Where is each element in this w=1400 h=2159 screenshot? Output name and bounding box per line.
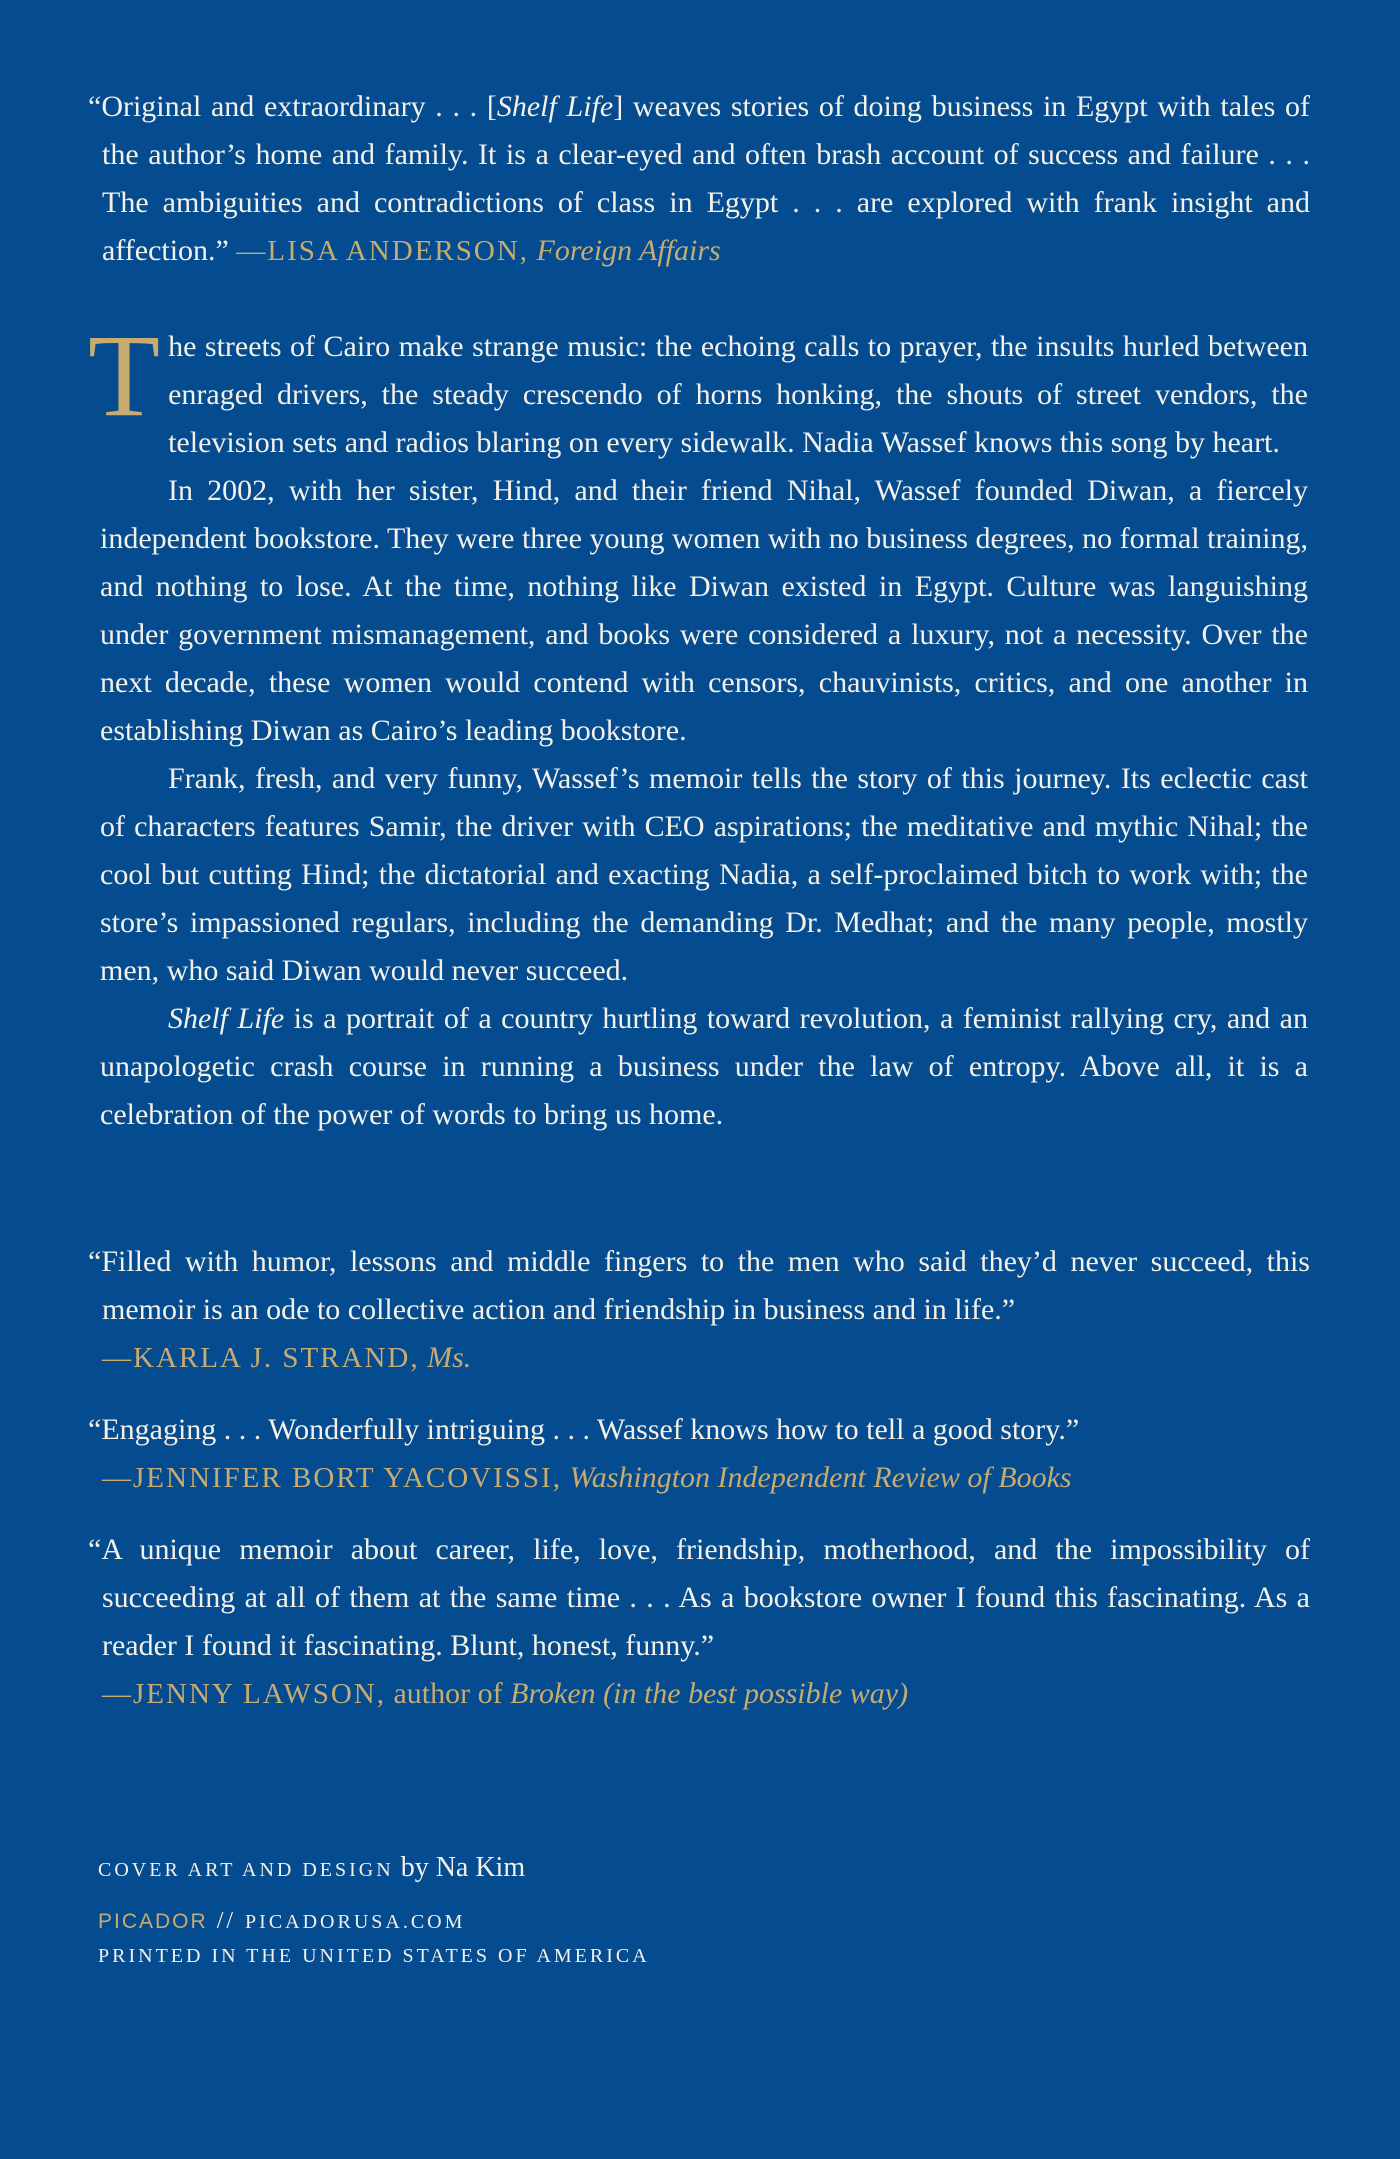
synopsis-paragraph-2: In 2002, with her sister, Hind, and their friend Nihal, Wassef founded Diwan, a fiercely independent bookstore. They were three young women with no business degrees, no formal training, and nothing to lose. At the time, nothing like Diwan existed in Egypt. Culture was languishing under government mismanagement, and books were considered a luxury, not a necessity. Over the next decade, these women would contend with censors, chauvinists, critics, and one another in establishing Diwan as Cairo’s leading bookstore. xyxy=(100,474,1308,747)
review-author: —KARLA J. STRAND, xyxy=(102,1342,420,1374)
printed-in-line: PRINTED IN THE UNITED STATES OF AMERICA xyxy=(98,1945,650,1967)
review-author: —LISA ANDERSON, xyxy=(236,235,530,267)
review-source: Washington Independent Review of Books xyxy=(569,1461,1072,1494)
synopsis-paragraph-1: The streets of Cairo make strange music: the echoing calls to prayer, the insults hurled between enraged drivers, the steady crescendo of horns honking, the shouts of street vendors, the television sets and radios blaring on every sidewalk. Nadia Wassef knows this song by heart. xyxy=(88,310,1308,459)
separator: // xyxy=(207,1908,246,1934)
book-synopsis xyxy=(88,310,1308,1139)
review-author: —JENNY LAWSON, xyxy=(102,1678,386,1710)
review-quote-ms xyxy=(88,1238,1310,1382)
publisher-logo: PICADOR xyxy=(98,1910,208,1933)
review-quote-text: “A unique memoir about career, life, love, friendship, motherhood, and the impossibility of succeeding at all of them at the same time . . . As a bookstore owner I found this fascinating. As a reader I found it fascinating. Blunt, honest, funny.” xyxy=(88,1533,1310,1662)
review-quote-text: “Filled with humor, lessons and middle fingers to the men who said they’d never succeed, this memoir is an ode to collective action and friendship in business and in life.” xyxy=(88,1245,1310,1326)
cover-credit xyxy=(98,1852,525,1884)
book-title: Shelf Life xyxy=(168,1002,285,1035)
review-quote-jenny-lawson xyxy=(88,1526,1310,1718)
synopsis-paragraph-3: Frank, fresh, and very funny, Wassef’s memoir tells the story of this journey. Its eclectic cast of characters features Samir, the driver with CEO aspirations; the meditative and mythic Nihal; the cool but cutting Hind; the dictatorial and exacting Nadia, a self-proclaimed bitch to work with; the store’s impassioned regulars, including the demanding Dr. Medhat; and the many people, mostly men, who said Diwan would never succeed. xyxy=(100,762,1308,987)
review-quote-foreign-affairs xyxy=(88,83,1310,275)
review-author: —JENNIFER BORT YACOVISSI, xyxy=(102,1462,562,1494)
publisher-line xyxy=(98,1908,465,1935)
synopsis-paragraph-4: Shelf Life is a portrait of a country hurtling toward revolution, a feminist rallying cry, and an unapologetic crash course in running a business under the law of entropy. Above all, it is a celebration of the power of words to bring us home. xyxy=(100,1002,1308,1131)
cover-credit-name: by Na Kim xyxy=(393,1852,526,1883)
review-quote-text: “Original and extraordinary . . . [Shelf Life] weaves stories of doing business in Egypt with tales of the author’s home and family. It is a clear-eyed and often brash account of success and failure . . . The ambiguities and contradictions of class in Egypt . . . are explored with frank insight and affection.” —LISA ANDERSON, Foreign Affairs xyxy=(88,90,1311,267)
review-attribution xyxy=(102,1454,1310,1502)
book-title: Shelf Life xyxy=(496,90,614,123)
review-author-suffix: author of xyxy=(385,1677,511,1710)
review-attribution xyxy=(102,1670,1310,1718)
review-attribution xyxy=(102,1334,1310,1382)
review-quote-washington xyxy=(88,1406,1310,1502)
cover-credit-label: COVER ART AND DESIGN xyxy=(98,1859,394,1881)
review-source: Foreign Affairs xyxy=(536,234,721,267)
review-quote-text: “Engaging . . . Wonderfully intriguing . . . Wassef knows how to tell a good story.” xyxy=(88,1413,1080,1446)
review-source: Ms. xyxy=(427,1341,472,1374)
publisher-website: PICADORUSA.COM xyxy=(245,1911,466,1933)
drop-cap: T xyxy=(88,310,161,441)
review-source: Broken (in the best possible way) xyxy=(510,1677,909,1710)
